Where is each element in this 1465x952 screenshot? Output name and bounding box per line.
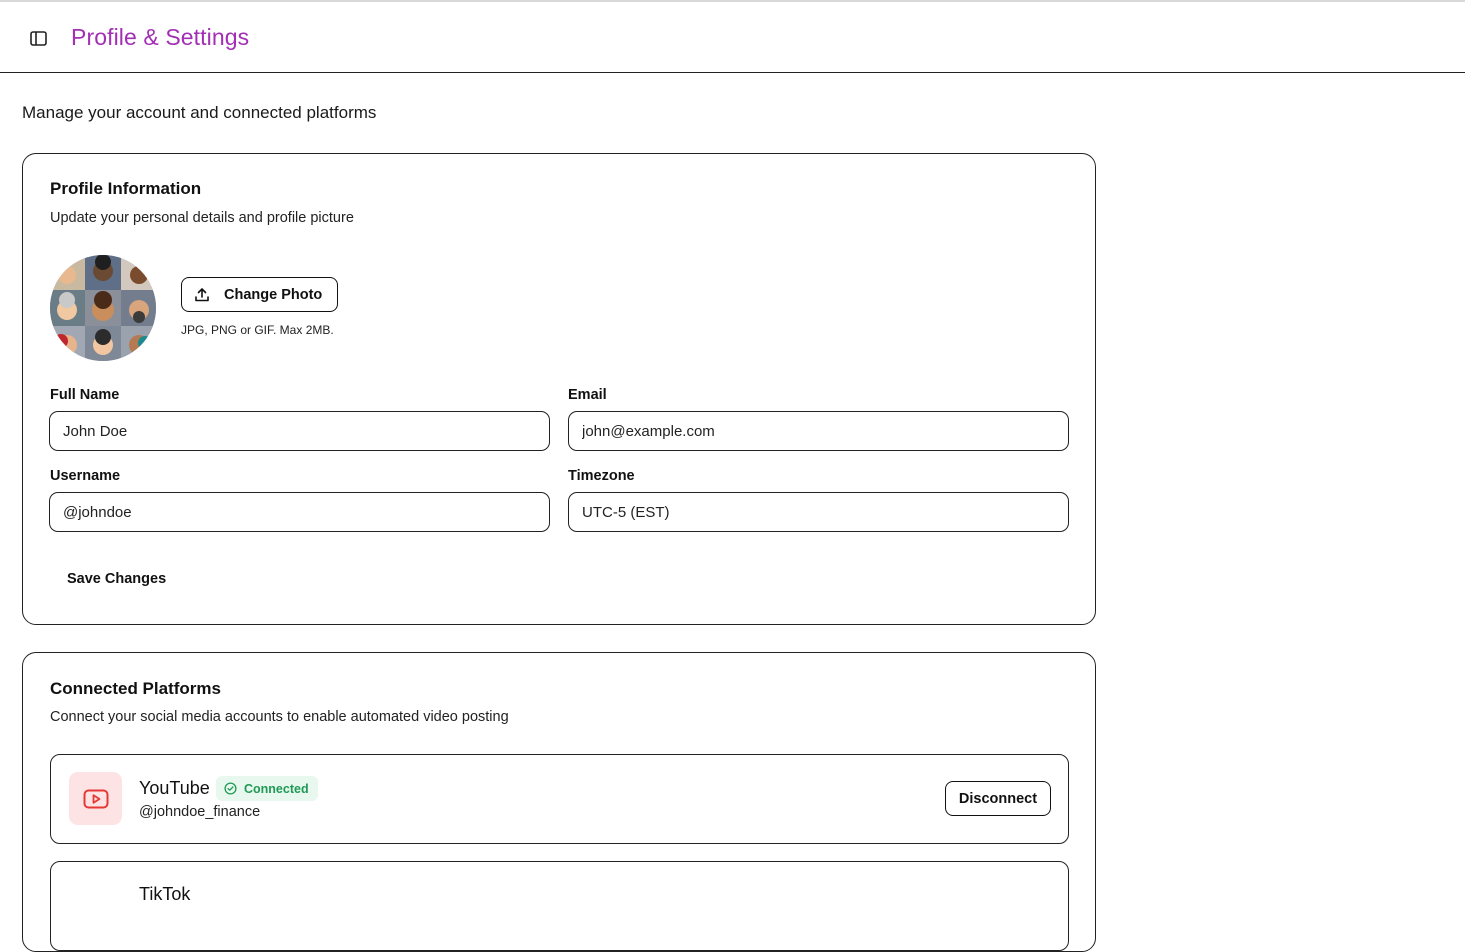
email-field[interactable] [568, 411, 1069, 451]
platform-row-youtube [50, 754, 1069, 844]
page-header [0, 2, 1465, 73]
page-subtitle: Manage your account and connected platforms [22, 103, 377, 122]
status-label: Connected [244, 781, 309, 796]
card-title: Connected Platforms [50, 679, 221, 698]
youtube-icon [69, 772, 122, 825]
platform-name: YouTube [139, 778, 210, 798]
upload-icon [194, 287, 210, 303]
platform-name: TikTok [139, 884, 191, 904]
profile-information-card [22, 153, 1096, 625]
change-photo-button[interactable] [181, 277, 338, 312]
status-badge [216, 776, 318, 801]
change-photo-label: Change Photo [224, 286, 323, 303]
photo-hint: JPG, PNG or GIF. Max 2MB. [181, 323, 334, 337]
platform-handle: @johndoe_finance [139, 804, 261, 820]
timezone-label: Timezone [568, 468, 635, 484]
email-label: Email [568, 387, 607, 403]
full-name-field[interactable] [49, 411, 550, 451]
save-changes-button[interactable]: Save Changes [50, 564, 180, 594]
platform-row-tiktok [50, 861, 1069, 951]
card-title: Profile Information [50, 179, 202, 198]
username-label: Username [50, 468, 121, 484]
sidebar-panel-icon[interactable] [28, 28, 48, 48]
disconnect-button[interactable]: Disconnect [945, 781, 1051, 816]
page-title: Profile & Settings [71, 24, 250, 50]
timezone-field[interactable] [568, 492, 1069, 532]
card-description: Connect your social media accounts to enable automated video posting [50, 709, 509, 725]
full-name-label: Full Name [50, 387, 120, 403]
card-description: Update your personal details and profile picture [50, 210, 354, 226]
avatar [50, 255, 156, 361]
username-field[interactable] [49, 492, 550, 532]
check-circle-icon [224, 782, 237, 795]
connected-platforms-card [22, 652, 1096, 952]
